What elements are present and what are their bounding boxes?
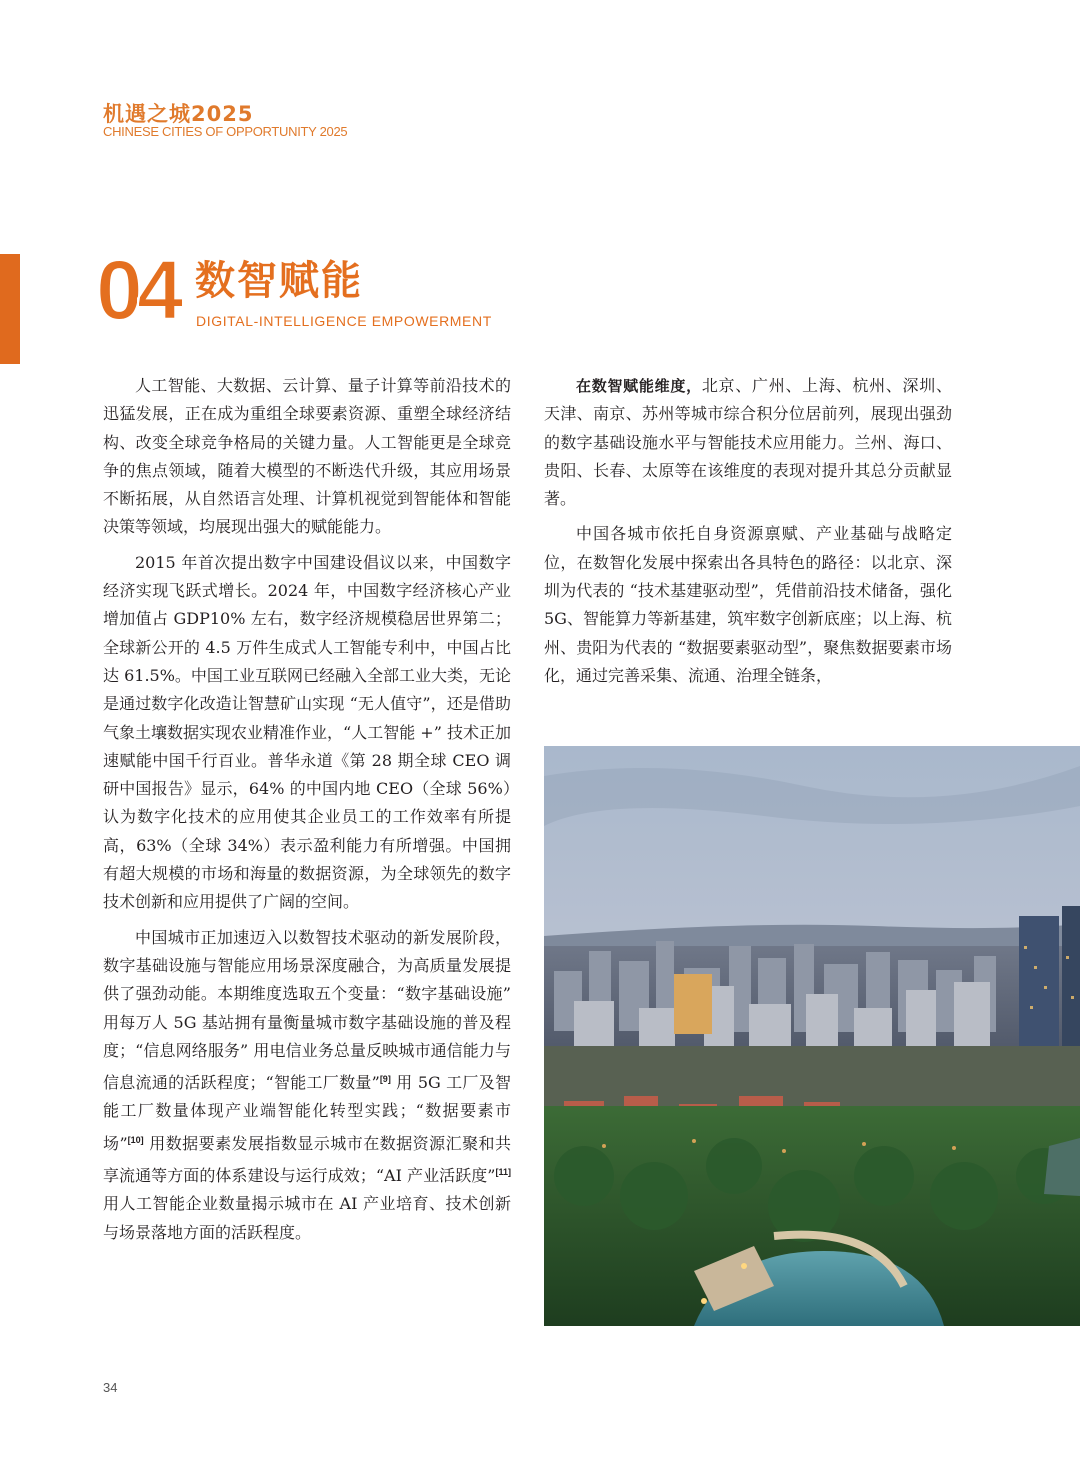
footnote-ref-9: [9] — [379, 1074, 391, 1085]
footnote-ref-11: [11] — [495, 1167, 511, 1178]
paragraph-variables — [103, 924, 511, 1247]
variables-text-2: 用 5G 工厂及智能工厂数量体现产业端智能化转型实践；“数据要素市场” — [103, 1073, 511, 1153]
variables-text-3: 用数据要素发展指数显示城市在数据资源汇聚和共享流通等方面的体系建设与运行成效；“AI 产业活跃度” — [103, 1133, 511, 1186]
paragraph-ranking — [544, 372, 952, 513]
report-title: 机遇之城2025 — [103, 102, 254, 126]
city-skyline-photo — [544, 746, 1080, 1326]
page-number: 34 — [103, 1380, 118, 1395]
paragraph-digital-economy: 2015 年首次提出数字中国建设倡议以来，中国数字经济实现飞跃式增长。2024 年，中国数字经济核心产业增加值占 GDP10% 左右，数字经济规模稳居世界第二；全球新公开的 4.5 万件生成式人工智能专利中，中国占比达 61.5%。中国工业互联网已经融入全部工业大类，无论是通过数字化改造让智慧矿山实现 “无人值守”，还是借助气象土壤数据实现农业精准作业，“人工智能 +” 技术正加速赋能中国千行百业。普华永道《第 28 期全球 CEO 调研中国报告》显示，64% 的中国内地 CEO（全球 56%）认为数字化技术的应用使其企业员工的工作效率有所提高，63%（全球 34%）表示盈利能力有所增强。中国拥有超大规模的市场和海量的数据资源，为全球领先的数字技术创新和应用提供了广阔的空间。 — [103, 552, 511, 912]
ranking-text: 北京、广州、上海、杭州、深圳、天津、南京、苏州等城市综合积分位居前列，展现出强劲的数字基础设施水平与智能技术应用能力。兰州、海口、贵阳、长春、太原等在该维度的表现对提升其总分贡献显著。 — [544, 376, 952, 509]
report-subtitle: CHINESE CITIES OF OPPORTUNITY 2025 — [103, 124, 348, 139]
variables-text-1: 中国城市正加速迈入以数智技术驱动的新发展阶段，数字基础设施与智能应用场景深度融合，为高质量发展提供了强劲动能。本期维度选取五个变量：“数字基础设施” 用每万人 5G 基站拥有量衡量城市数字基础设施的普及程度；“信息网络服务” 用电信业务总量反映城市通信能力与信息流通的活跃程度；“智能工厂数量” — [103, 927, 511, 1093]
footnote-ref-10: [10] — [127, 1134, 144, 1145]
variables-text-4: 用人工智能企业数量揭示城市在 AI 产业培育、技术创新与场景落地方面的活跃程度。 — [103, 1194, 511, 1242]
paragraph-intro: 人工智能、大数据、云计算、量子计算等前沿技术的迅猛发展，正在成为重组全球要素资源、重塑全球经济结构、改变全球竞争格局的关键力量。人工智能更是全球竞争的焦点领域，随着大模型的不断迭代升级，其应用场景不断拓展，从自然语言处理、计算机视觉到智能体和智能决策等领域，均展现出强大的赋能能力。 — [103, 376, 511, 537]
section-number: 04 — [96, 243, 178, 337]
left-text-column — [103, 372, 511, 1254]
section-title: 数智赋能 — [195, 258, 363, 304]
paragraph-paths: 中国各城市依托自身资源禀赋、产业基础与战略定位，在数智化发展中探索出各具特色的路径：以北京、深圳为代表的 “技术基建驱动型”，凭借前沿技术储备，强化 5G、智能算力等新基建，筑牢数字创新底座；以上海、杭州、贵阳为代表的 “数据要素驱动型”，聚焦数据要素市场化，通过完善采集、流通、治理全链条， — [544, 524, 952, 685]
right-text-column — [544, 372, 952, 697]
section-subtitle: DIGITAL-INTELLIGENCE EMPOWERMENT — [196, 313, 492, 329]
ranking-lead: 在数智赋能维度， — [576, 377, 702, 395]
section-marker-bar — [0, 254, 20, 364]
